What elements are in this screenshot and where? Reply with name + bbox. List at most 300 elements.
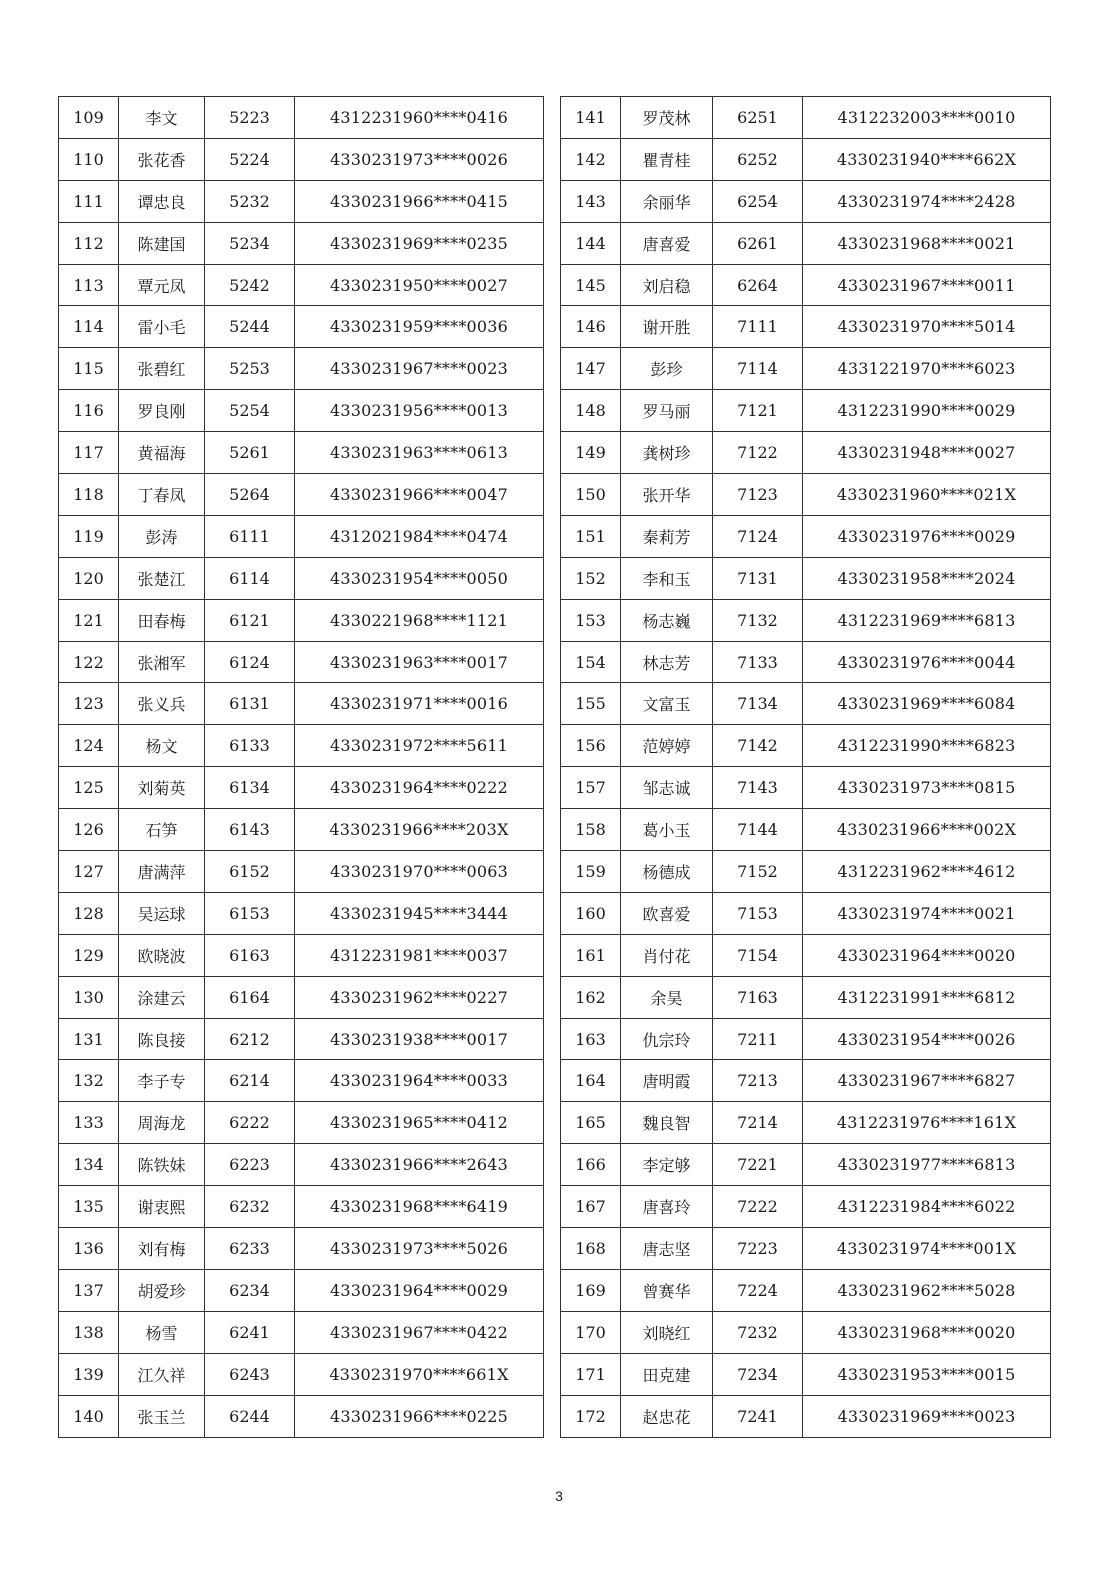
code-cell: 6214: [205, 1060, 295, 1102]
code-cell: 7224: [713, 1269, 803, 1311]
id-number-cell: 4312231962****4612: [803, 851, 1051, 893]
row-index-cell: 158: [561, 809, 621, 851]
code-cell: 7114: [713, 348, 803, 390]
table-row: [59, 976, 544, 1018]
code-cell: 7223: [713, 1228, 803, 1270]
name-cell: 周海龙: [119, 1102, 205, 1144]
name-cell: 杨雪: [119, 1311, 205, 1353]
table-row: [561, 222, 1051, 264]
code-cell: 7142: [713, 725, 803, 767]
table-row: [59, 1144, 544, 1186]
id-number-cell: 4330231966****002X: [803, 809, 1051, 851]
id-number-cell: 4330231969****0235: [295, 222, 544, 264]
table-row: [59, 1018, 544, 1060]
row-index-cell: 109: [59, 97, 119, 139]
name-cell: 龚树珍: [621, 432, 713, 474]
table-row: [561, 1186, 1051, 1228]
id-number-cell: 4330231959****0036: [295, 306, 544, 348]
table-row: [561, 180, 1051, 222]
table-row: [59, 306, 544, 348]
row-index-cell: 149: [561, 432, 621, 474]
name-cell: 杨志巍: [621, 599, 713, 641]
name-cell: 刘启稳: [621, 264, 713, 306]
row-index-cell: 136: [59, 1228, 119, 1270]
id-number-cell: 4330231962****0227: [295, 976, 544, 1018]
name-cell: 李文: [119, 97, 205, 139]
table-row: [59, 515, 544, 557]
table-row: [561, 1102, 1051, 1144]
code-cell: 6222: [205, 1102, 295, 1144]
id-number-cell: 4330231969****6084: [803, 683, 1051, 725]
id-number-cell: 4312021984****0474: [295, 515, 544, 557]
code-cell: 5244: [205, 306, 295, 348]
name-cell: 欧喜爱: [621, 892, 713, 934]
name-cell: 张花香: [119, 138, 205, 180]
id-number-cell: 4330231963****0613: [295, 432, 544, 474]
table-row: [59, 1353, 544, 1395]
table-row: [59, 934, 544, 976]
table-row: [561, 892, 1051, 934]
code-cell: 7154: [713, 934, 803, 976]
row-index-cell: 171: [561, 1353, 621, 1395]
id-number-cell: 4330231966****2643: [295, 1144, 544, 1186]
name-cell: 瞿青桂: [621, 138, 713, 180]
id-number-cell: 4330231945****3444: [295, 892, 544, 934]
id-number-cell: 4330231956****0013: [295, 390, 544, 432]
name-cell: 田春梅: [119, 599, 205, 641]
id-number-cell: 4330231973****0026: [295, 138, 544, 180]
id-number-cell: 4330231973****0815: [803, 767, 1051, 809]
row-index-cell: 150: [561, 474, 621, 516]
row-index-cell: 170: [561, 1311, 621, 1353]
code-cell: 6153: [205, 892, 295, 934]
table-row: [59, 809, 544, 851]
table-row: [561, 97, 1051, 139]
name-cell: 余丽华: [621, 180, 713, 222]
name-cell: 吴运球: [119, 892, 205, 934]
row-index-cell: 134: [59, 1144, 119, 1186]
id-number-cell: 4330231973****5026: [295, 1228, 544, 1270]
table-row: [59, 222, 544, 264]
table-row: [59, 641, 544, 683]
code-cell: 7211: [713, 1018, 803, 1060]
id-number-cell: 4330231970****661X: [295, 1353, 544, 1395]
table-row: [59, 432, 544, 474]
row-index-cell: 160: [561, 892, 621, 934]
name-cell: 仇宗玲: [621, 1018, 713, 1060]
page-number: 3: [555, 1488, 563, 1504]
table-row: [561, 515, 1051, 557]
id-number-cell: 4330231958****2024: [803, 557, 1051, 599]
table-row: [561, 1144, 1051, 1186]
row-index-cell: 172: [561, 1395, 621, 1437]
code-cell: 5223: [205, 97, 295, 139]
code-cell: 6111: [205, 515, 295, 557]
row-index-cell: 140: [59, 1395, 119, 1437]
id-number-cell: 4330231976****0029: [803, 515, 1051, 557]
table-row: [59, 138, 544, 180]
id-number-cell: 4330231966****0225: [295, 1395, 544, 1437]
code-cell: 7214: [713, 1102, 803, 1144]
table-row: [561, 390, 1051, 432]
code-cell: 6163: [205, 934, 295, 976]
name-cell: 罗茂林: [621, 97, 713, 139]
name-cell: 文富玉: [621, 683, 713, 725]
code-cell: 6212: [205, 1018, 295, 1060]
row-index-cell: 124: [59, 725, 119, 767]
table-row: [59, 348, 544, 390]
table-row: [561, 264, 1051, 306]
id-number-cell: 4330231965****0412: [295, 1102, 544, 1144]
name-cell: 石笋: [119, 809, 205, 851]
table-row: [561, 138, 1051, 180]
name-cell: 谢开胜: [621, 306, 713, 348]
id-number-cell: 4330231968****6419: [295, 1186, 544, 1228]
table-row: [59, 599, 544, 641]
code-cell: 6143: [205, 809, 295, 851]
table-row: [561, 1228, 1051, 1270]
table-row: [561, 809, 1051, 851]
table-row: [561, 306, 1051, 348]
row-index-cell: 120: [59, 557, 119, 599]
code-cell: 6133: [205, 725, 295, 767]
table-row: [561, 1018, 1051, 1060]
code-cell: 6244: [205, 1395, 295, 1437]
id-number-cell: 4330231966****203X: [295, 809, 544, 851]
row-index-cell: 111: [59, 180, 119, 222]
id-number-cell: 4330231967****6827: [803, 1060, 1051, 1102]
table-row: [561, 641, 1051, 683]
table-row: [561, 683, 1051, 725]
table-row: [561, 1311, 1051, 1353]
row-index-cell: 128: [59, 892, 119, 934]
code-cell: 7144: [713, 809, 803, 851]
row-index-cell: 155: [561, 683, 621, 725]
code-cell: 5264: [205, 474, 295, 516]
table-row: [59, 892, 544, 934]
id-number-cell: 4330231974****001X: [803, 1228, 1051, 1270]
code-cell: 6254: [713, 180, 803, 222]
code-cell: 7222: [713, 1186, 803, 1228]
id-number-cell: 4330231950****0027: [295, 264, 544, 306]
code-cell: 7131: [713, 557, 803, 599]
code-cell: 6114: [205, 557, 295, 599]
row-index-cell: 131: [59, 1018, 119, 1060]
id-number-cell: 4330231954****0026: [803, 1018, 1051, 1060]
name-cell: 刘有梅: [119, 1228, 205, 1270]
roster-table-right: [560, 96, 1051, 1438]
code-cell: 7123: [713, 474, 803, 516]
row-index-cell: 114: [59, 306, 119, 348]
table-row: [59, 1060, 544, 1102]
table-row: [561, 474, 1051, 516]
name-cell: 魏良智: [621, 1102, 713, 1144]
name-cell: 陈铁妹: [119, 1144, 205, 1186]
row-index-cell: 161: [561, 934, 621, 976]
code-cell: 7213: [713, 1060, 803, 1102]
table-row: [59, 1395, 544, 1437]
row-index-cell: 117: [59, 432, 119, 474]
table-row: [59, 683, 544, 725]
name-cell: 杨文: [119, 725, 205, 767]
name-cell: 江久祥: [119, 1353, 205, 1395]
table-row: [59, 1186, 544, 1228]
row-index-cell: 147: [561, 348, 621, 390]
name-cell: 张开华: [621, 474, 713, 516]
table-row: [561, 1353, 1051, 1395]
id-number-cell: 4330231970****0063: [295, 851, 544, 893]
row-index-cell: 144: [561, 222, 621, 264]
row-index-cell: 145: [561, 264, 621, 306]
id-number-cell: 4330231972****5611: [295, 725, 544, 767]
code-cell: 6233: [205, 1228, 295, 1270]
id-number-cell: 4330231977****6813: [803, 1144, 1051, 1186]
table-row: [59, 557, 544, 599]
id-number-cell: 4312231981****0037: [295, 934, 544, 976]
table-row: [561, 557, 1051, 599]
table-row: [561, 599, 1051, 641]
row-index-cell: 132: [59, 1060, 119, 1102]
name-cell: 罗良刚: [119, 390, 205, 432]
name-cell: 罗马丽: [621, 390, 713, 432]
code-cell: 6131: [205, 683, 295, 725]
table-row: [59, 1311, 544, 1353]
row-index-cell: 153: [561, 599, 621, 641]
row-index-cell: 156: [561, 725, 621, 767]
name-cell: 唐满萍: [119, 851, 205, 893]
name-cell: 曾赛华: [621, 1269, 713, 1311]
name-cell: 刘菊英: [119, 767, 205, 809]
row-index-cell: 110: [59, 138, 119, 180]
name-cell: 欧晓波: [119, 934, 205, 976]
id-number-cell: 4330231953****0015: [803, 1353, 1051, 1395]
row-index-cell: 130: [59, 976, 119, 1018]
table-row: [561, 1269, 1051, 1311]
name-cell: 葛小玉: [621, 809, 713, 851]
name-cell: 肖付花: [621, 934, 713, 976]
table-row: [561, 934, 1051, 976]
name-cell: 唐喜玲: [621, 1186, 713, 1228]
roster-table-left: [58, 96, 544, 1438]
table-row: [59, 474, 544, 516]
code-cell: 5234: [205, 222, 295, 264]
name-cell: 余昊: [621, 976, 713, 1018]
name-cell: 覃元凤: [119, 264, 205, 306]
code-cell: 7234: [713, 1353, 803, 1395]
name-cell: 谢衷熙: [119, 1186, 205, 1228]
code-cell: 7232: [713, 1311, 803, 1353]
code-cell: 7221: [713, 1144, 803, 1186]
row-index-cell: 116: [59, 390, 119, 432]
row-index-cell: 123: [59, 683, 119, 725]
id-number-cell: 4330231966****0047: [295, 474, 544, 516]
row-index-cell: 168: [561, 1228, 621, 1270]
id-number-cell: 4330231940****662X: [803, 138, 1051, 180]
id-number-cell: 4312231960****0416: [295, 97, 544, 139]
row-index-cell: 143: [561, 180, 621, 222]
row-index-cell: 125: [59, 767, 119, 809]
id-number-cell: 4330231960****021X: [803, 474, 1051, 516]
code-cell: 7111: [713, 306, 803, 348]
code-cell: 6261: [713, 222, 803, 264]
name-cell: 李定够: [621, 1144, 713, 1186]
code-cell: 6134: [205, 767, 295, 809]
code-cell: 7241: [713, 1395, 803, 1437]
code-cell: 7133: [713, 641, 803, 683]
row-index-cell: 169: [561, 1269, 621, 1311]
name-cell: 李子专: [119, 1060, 205, 1102]
id-number-cell: 4312231991****6812: [803, 976, 1051, 1018]
table-row: [59, 851, 544, 893]
id-number-cell: 4330231962****5028: [803, 1269, 1051, 1311]
id-number-cell: 4330231967****0011: [803, 264, 1051, 306]
name-cell: 彭涛: [119, 515, 205, 557]
row-index-cell: 121: [59, 599, 119, 641]
code-cell: 6232: [205, 1186, 295, 1228]
row-index-cell: 141: [561, 97, 621, 139]
id-number-cell: 4312231990****6823: [803, 725, 1051, 767]
row-index-cell: 146: [561, 306, 621, 348]
name-cell: 胡爱珍: [119, 1269, 205, 1311]
row-index-cell: 164: [561, 1060, 621, 1102]
code-cell: 5224: [205, 138, 295, 180]
code-cell: 7121: [713, 390, 803, 432]
code-cell: 6241: [205, 1311, 295, 1353]
id-number-cell: 4330231969****0023: [803, 1395, 1051, 1437]
name-cell: 秦莉芳: [621, 515, 713, 557]
table-row: [59, 1102, 544, 1144]
code-cell: 6252: [713, 138, 803, 180]
code-cell: 6121: [205, 599, 295, 641]
code-cell: 7122: [713, 432, 803, 474]
id-number-cell: 4330221968****1121: [295, 599, 544, 641]
code-cell: 6264: [713, 264, 803, 306]
name-cell: 张楚江: [119, 557, 205, 599]
table-row: [561, 1395, 1051, 1437]
code-cell: 6124: [205, 641, 295, 683]
row-index-cell: 139: [59, 1353, 119, 1395]
name-cell: 杨德成: [621, 851, 713, 893]
table-row: [561, 851, 1051, 893]
id-number-cell: 4330231974****0021: [803, 892, 1051, 934]
id-number-cell: 4330231976****0044: [803, 641, 1051, 683]
name-cell: 赵忠花: [621, 1395, 713, 1437]
name-cell: 田克建: [621, 1353, 713, 1395]
name-cell: 张义兵: [119, 683, 205, 725]
table-row: [59, 97, 544, 139]
table-row: [561, 1060, 1051, 1102]
table-row: [561, 767, 1051, 809]
table-row: [561, 432, 1051, 474]
row-index-cell: 133: [59, 1102, 119, 1144]
name-cell: 刘晓红: [621, 1311, 713, 1353]
id-number-cell: 4330231967****0422: [295, 1311, 544, 1353]
row-index-cell: 152: [561, 557, 621, 599]
row-index-cell: 167: [561, 1186, 621, 1228]
code-cell: 7152: [713, 851, 803, 893]
row-index-cell: 165: [561, 1102, 621, 1144]
name-cell: 范婷婷: [621, 725, 713, 767]
id-number-cell: 4312231984****6022: [803, 1186, 1051, 1228]
row-index-cell: 142: [561, 138, 621, 180]
code-cell: 7163: [713, 976, 803, 1018]
table-row: [59, 1228, 544, 1270]
id-number-cell: 4330231974****2428: [803, 180, 1051, 222]
name-cell: 唐志坚: [621, 1228, 713, 1270]
id-number-cell: 4312231976****161X: [803, 1102, 1051, 1144]
name-cell: 张碧红: [119, 348, 205, 390]
row-index-cell: 157: [561, 767, 621, 809]
code-cell: 5253: [205, 348, 295, 390]
id-number-cell: 4330231964****0033: [295, 1060, 544, 1102]
code-cell: 5242: [205, 264, 295, 306]
row-index-cell: 122: [59, 641, 119, 683]
code-cell: 7143: [713, 767, 803, 809]
row-index-cell: 138: [59, 1311, 119, 1353]
id-number-cell: 4330231971****0016: [295, 683, 544, 725]
row-index-cell: 166: [561, 1144, 621, 1186]
row-index-cell: 119: [59, 515, 119, 557]
name-cell: 陈建国: [119, 222, 205, 264]
name-cell: 唐喜爱: [621, 222, 713, 264]
code-cell: 5254: [205, 390, 295, 432]
table-row: [59, 390, 544, 432]
id-number-cell: 4330231970****5014: [803, 306, 1051, 348]
row-index-cell: 127: [59, 851, 119, 893]
table-row: [59, 725, 544, 767]
code-cell: 7124: [713, 515, 803, 557]
row-index-cell: 126: [59, 809, 119, 851]
name-cell: 黄福海: [119, 432, 205, 474]
code-cell: 7134: [713, 683, 803, 725]
row-index-cell: 159: [561, 851, 621, 893]
code-cell: 6152: [205, 851, 295, 893]
row-index-cell: 118: [59, 474, 119, 516]
id-number-cell: 4330231967****0023: [295, 348, 544, 390]
row-index-cell: 162: [561, 976, 621, 1018]
id-number-cell: 4312231969****6813: [803, 599, 1051, 641]
code-cell: 6223: [205, 1144, 295, 1186]
name-cell: 张湘军: [119, 641, 205, 683]
name-cell: 谭忠良: [119, 180, 205, 222]
name-cell: 涂建云: [119, 976, 205, 1018]
id-number-cell: 4330231964****0029: [295, 1269, 544, 1311]
row-index-cell: 154: [561, 641, 621, 683]
table-row: [59, 264, 544, 306]
row-index-cell: 129: [59, 934, 119, 976]
id-number-cell: 4330231963****0017: [295, 641, 544, 683]
name-cell: 唐明霞: [621, 1060, 713, 1102]
row-index-cell: 148: [561, 390, 621, 432]
row-index-cell: 163: [561, 1018, 621, 1060]
row-index-cell: 135: [59, 1186, 119, 1228]
row-index-cell: 151: [561, 515, 621, 557]
table-row: [561, 725, 1051, 767]
code-cell: 6234: [205, 1269, 295, 1311]
row-index-cell: 115: [59, 348, 119, 390]
name-cell: 丁春凤: [119, 474, 205, 516]
id-number-cell: 4330231938****0017: [295, 1018, 544, 1060]
id-number-cell: 4312232003****0010: [803, 97, 1051, 139]
name-cell: 李和玉: [621, 557, 713, 599]
id-number-cell: 4331221970****6023: [803, 348, 1051, 390]
name-cell: 林志芳: [621, 641, 713, 683]
id-number-cell: 4330231948****0027: [803, 432, 1051, 474]
id-number-cell: 4330231968****0020: [803, 1311, 1051, 1353]
table-row: [59, 180, 544, 222]
table-row: [59, 767, 544, 809]
table-row: [59, 1269, 544, 1311]
